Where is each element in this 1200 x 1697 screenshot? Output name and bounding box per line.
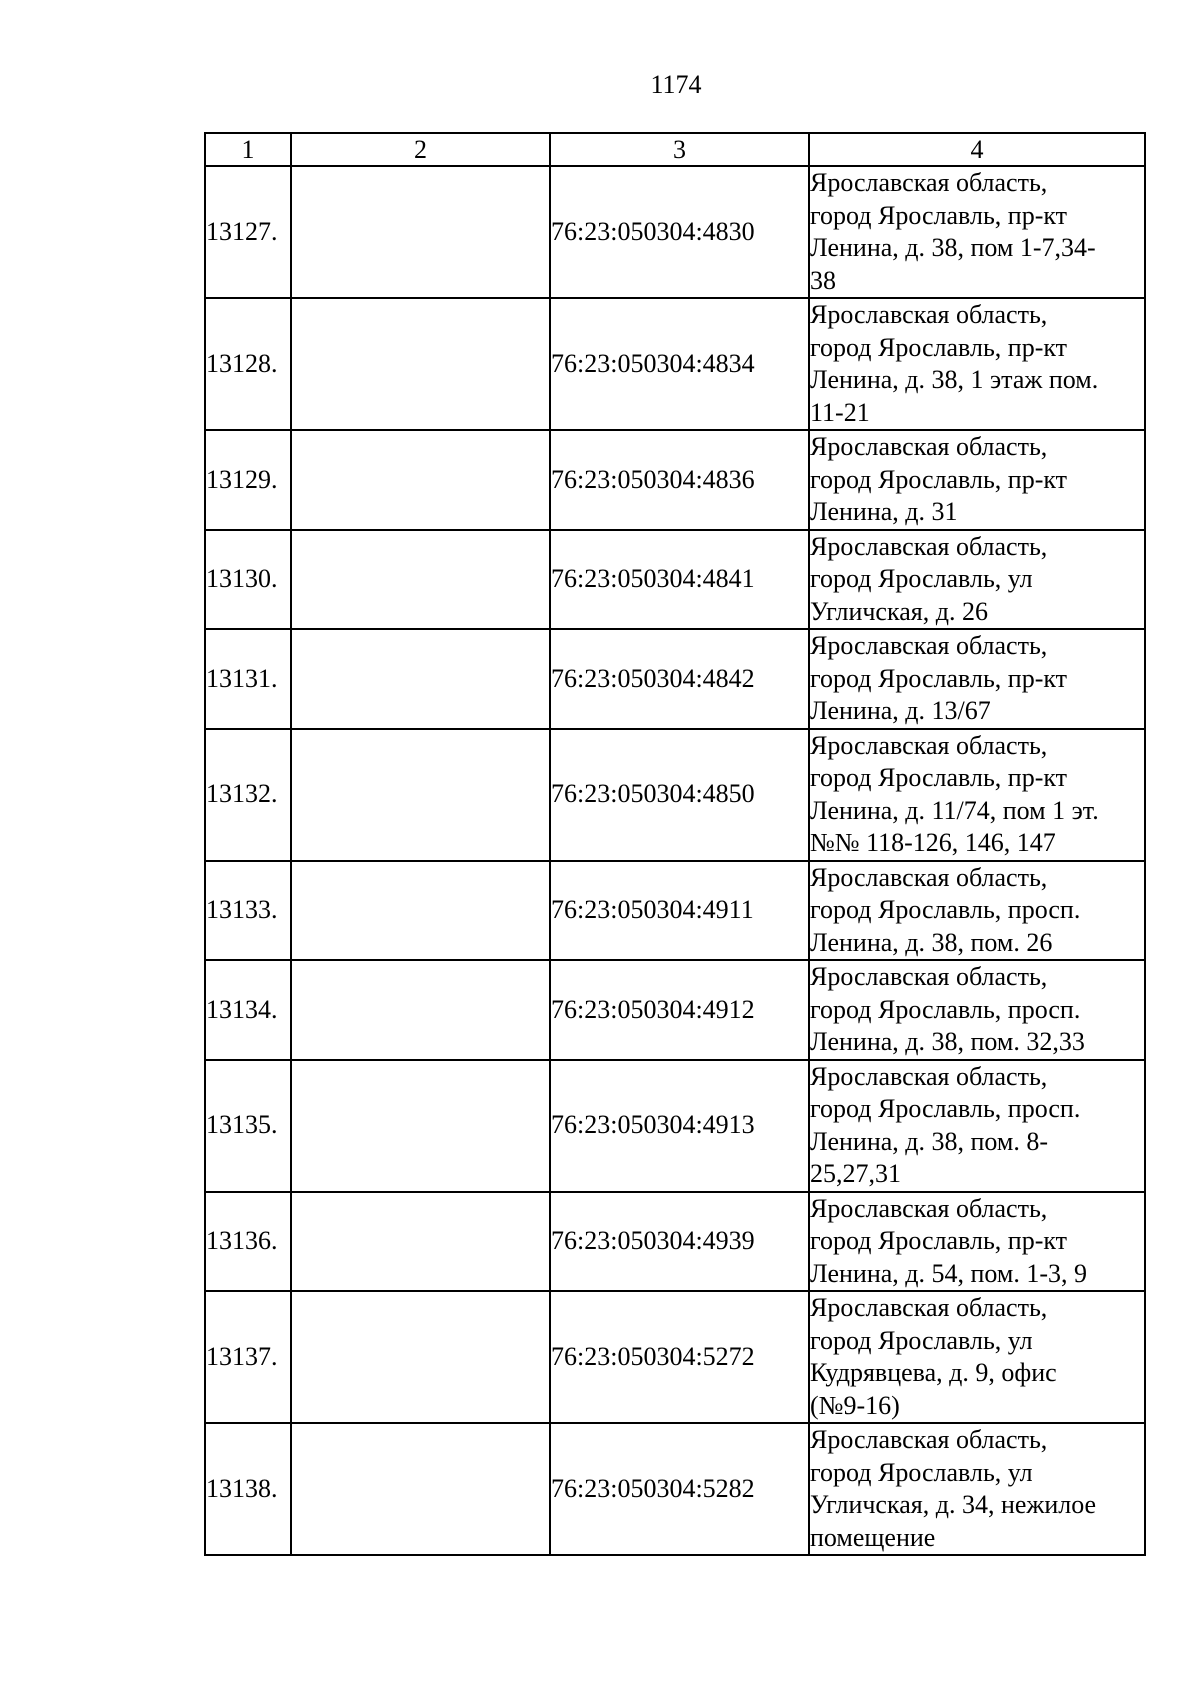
address: Ярославская область, город Ярославль, пр-кт Ленина, д. 38, 1 этаж пом. 11-21 [809,298,1145,430]
row-number: 13130. [205,530,291,630]
cadastral-number: 76:23:050304:4911 [550,861,809,961]
row-number: 13138. [205,1423,291,1555]
registry-table [204,132,1146,1556]
table-row [205,298,1145,430]
header-row [205,133,1145,166]
address: Ярославская область, город Ярославль, пр-кт Ленина, д. 54, пом. 1-3, 9 [809,1192,1145,1292]
address: Ярославская область, город Ярославль, пр-кт Ленина, д. 38, пом 1-7,34- 38 [809,166,1145,298]
table-row [205,629,1145,729]
column-header-2: 2 [291,133,550,166]
owner-cell [291,166,550,298]
cadastral-number: 76:23:050304:4913 [550,1060,809,1192]
address: Ярославская область, город Ярославль, просп. Ленина, д. 38, пом. 8- 25,27,31 [809,1060,1145,1192]
cadastral-number: 76:23:050304:5272 [550,1291,809,1423]
owner-cell [291,298,550,430]
cadastral-number: 76:23:050304:5282 [550,1423,809,1555]
owner-cell [291,629,550,729]
owner-cell [291,430,550,530]
table-row [205,1192,1145,1292]
row-number: 13129. [205,430,291,530]
owner-cell [291,1423,550,1555]
cadastral-number: 76:23:050304:4841 [550,530,809,630]
table-row [205,1291,1145,1423]
address: Ярославская область, город Ярославль, пр-кт Ленина, д. 31 [809,430,1145,530]
table-row [205,1423,1145,1555]
table-row [205,530,1145,630]
table-row [205,166,1145,298]
owner-cell [291,530,550,630]
page-number: 1174 [650,70,702,99]
row-number: 13132. [205,729,291,861]
table-body [205,166,1145,1555]
row-number: 13137. [205,1291,291,1423]
column-header-4: 4 [809,133,1145,166]
cadastral-number: 76:23:050304:4830 [550,166,809,298]
table-row [205,729,1145,861]
address: Ярославская область, город Ярославль, ул Угличская, д. 26 [809,530,1145,630]
table-row [205,861,1145,961]
address: Ярославская область, город Ярославль, пр-кт Ленина, д. 13/67 [809,629,1145,729]
table-row [205,1060,1145,1192]
cadastral-number: 76:23:050304:4836 [550,430,809,530]
column-header-3: 3 [550,133,809,166]
address: Ярославская область, город Ярославль, пр-кт Ленина, д. 11/74, пом 1 эт. №№ 118-126, 146, 147 [809,729,1145,861]
owner-cell [291,960,550,1060]
row-number: 13128. [205,298,291,430]
owner-cell [291,729,550,861]
row-number: 13127. [205,166,291,298]
cadastral-number: 76:23:050304:4939 [550,1192,809,1292]
address: Ярославская область, город Ярославль, ул Угличская, д. 34, нежилое помещение [809,1423,1145,1555]
row-number: 13131. [205,629,291,729]
address: Ярославская область, город Ярославль, просп. Ленина, д. 38, пом. 26 [809,861,1145,961]
owner-cell [291,1060,550,1192]
owner-cell [291,861,550,961]
table-row [205,960,1145,1060]
address: Ярославская область, город Ярославль, ул Кудрявцева, д. 9, офис (№9-16) [809,1291,1145,1423]
table-header [205,133,1145,166]
row-number: 13135. [205,1060,291,1192]
table-row [205,430,1145,530]
cadastral-number: 76:23:050304:4912 [550,960,809,1060]
row-number: 13136. [205,1192,291,1292]
row-number: 13134. [205,960,291,1060]
cadastral-number: 76:23:050304:4842 [550,629,809,729]
owner-cell [291,1192,550,1292]
cadastral-number: 76:23:050304:4850 [550,729,809,861]
owner-cell [291,1291,550,1423]
row-number: 13133. [205,861,291,961]
column-header-1: 1 [205,133,291,166]
address: Ярославская область, город Ярославль, просп. Ленина, д. 38, пом. 32,33 [809,960,1145,1060]
cadastral-number: 76:23:050304:4834 [550,298,809,430]
